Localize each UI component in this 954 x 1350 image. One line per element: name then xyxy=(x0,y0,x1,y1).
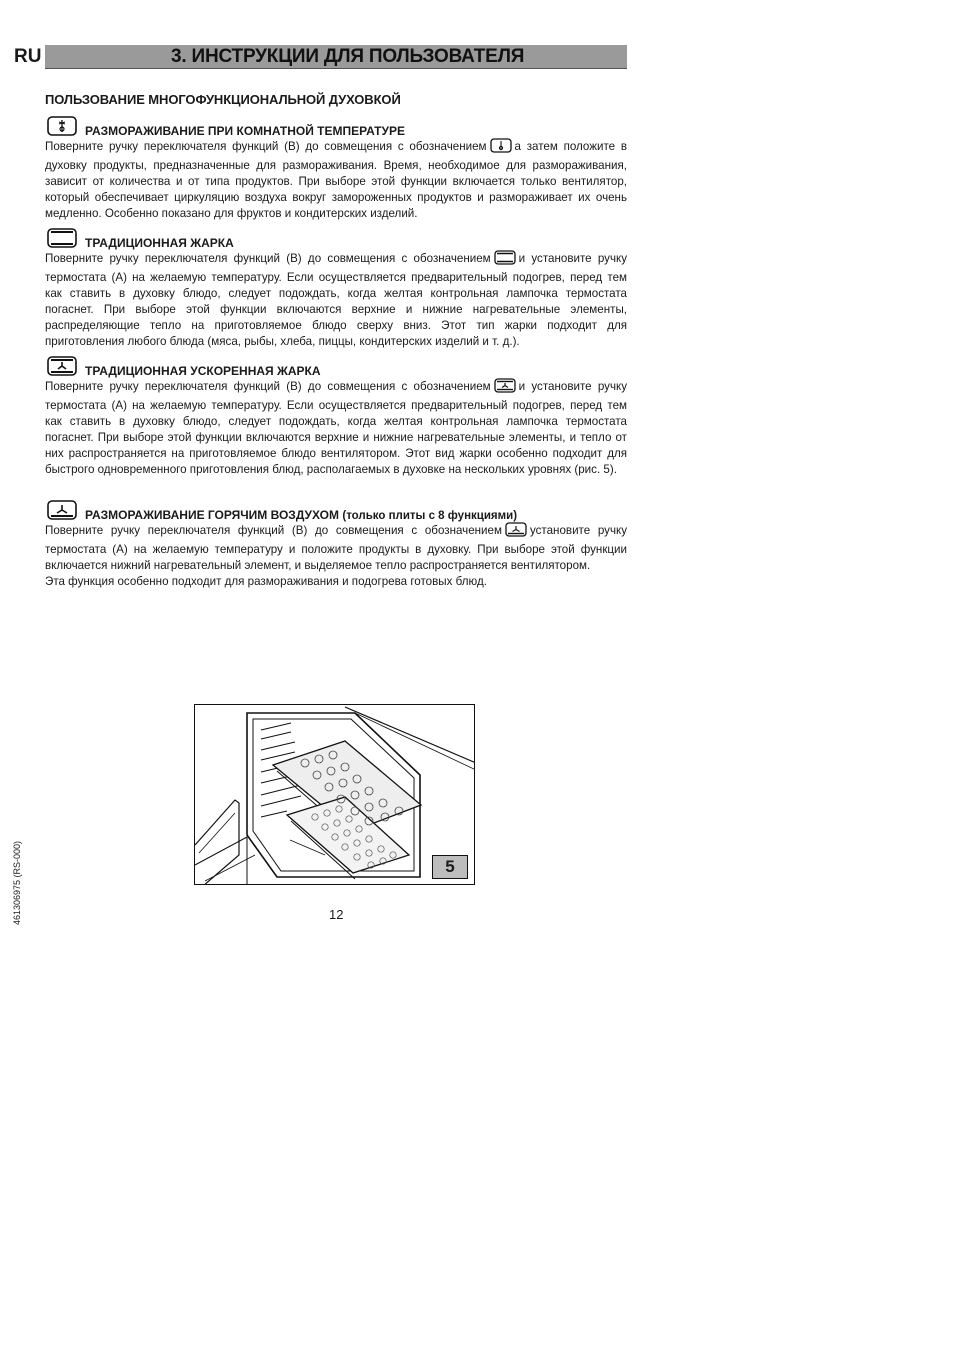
section-heading: ТРАДИЦИОННАЯ ЖАРКА xyxy=(85,236,234,250)
fan-assisted-icon xyxy=(47,356,77,381)
language-code: RU xyxy=(14,46,42,67)
hot-air-defrost-icon xyxy=(505,522,527,542)
section-title: ПОЛЬЗОВАНИЕ МНОГОФУНКЦИОНАЛЬНОЙ ДУХОВКОЙ xyxy=(45,92,401,107)
fan-assisted-icon xyxy=(494,378,516,398)
page-number: 12 xyxy=(329,907,344,922)
conventional-heat-icon xyxy=(494,250,516,270)
section-text: Поверните ручку переключателя функций (В) до совмещения с обозначением установите ручку термостата (А) на желаемую температуру и положите продукты в духовку. При выборе этой функции включается нижний нагревательный элемент, и выделяемое тепло распространяется вентилятором. xyxy=(45,524,627,572)
page-title: 3. ИНСТРУКЦИИ ДЛЯ ПОЛЬЗОВАТЕЛЯ xyxy=(171,46,525,67)
oven-figure xyxy=(194,704,475,885)
section-text: Поверните ручку переключателя функций (В) до совмещения с обозначением а затем положите в духовку продукты, предназначенные для размораживания. Время, необходимое для размораживания, зависит от количества и от типа продуктов. При выборе этой функции включается только вентилятор, который обеспечивает циркуляцию воздуха вокруг замороженных продуктов и размораживает их очень медленно. Особенно показано для фруктов и кондитерских изделий. xyxy=(45,140,628,220)
figure-number: 5 xyxy=(432,855,468,879)
defrost-icon xyxy=(47,116,77,141)
title-bar xyxy=(45,45,627,69)
hot-air-defrost-icon xyxy=(47,500,77,525)
section-heading: РАЗМОРАЖИВАНИЕ ГОРЯЧИМ ВОЗДУХОМ (только плиты с 8 функциями) xyxy=(85,508,518,522)
section-conventional xyxy=(45,228,627,350)
conventional-heat-icon xyxy=(47,228,77,253)
section-fan-assisted xyxy=(45,356,627,478)
section-heading: ТРАДИЦИОННАЯ УСКОРЕННАЯ ЖАРКА xyxy=(85,364,321,378)
section-text: Поверните ручку переключателя функций (В) до совмещения с обозначением и установите ручку термостата (А) на желаемую температуру. Если осуществляется предварительный подогрев, перед тем как ставить в духовку блюдо, следует подождать, когда желтая контрольная лампочка термостата погаснет. При выборе этой функции включаются верхние и нижние нагревательные элементы, распределяющие тепло на приготовляемое блюдо сверху вниз. Этот тип жарки подходит для приготовления любого блюда (мяса, рыбы, хлеба, пиццы, кондитерских изделий и т. д.). xyxy=(45,252,628,348)
section-hot-air-defrost xyxy=(45,500,627,590)
defrost-icon xyxy=(490,138,512,158)
section-extra-text: Эта функция особенно подходит для размораживания и подогрева готовых блюд. xyxy=(45,575,487,588)
section-defrost-room xyxy=(45,116,627,222)
section-text: Поверните ручку переключателя функций (В) до совмещения с обозначением и установите ручку термостата (А) на желаемую температуру. Если осуществляется предварительный подогрев, перед тем как ставить в духовку блюдо, следует подождать, когда желтая контрольная лампочка термостата погаснет. При выборе этой функции включаются верхние и нижние нагревательные элементы, и тепло от них распространяется на приготовляемое блюдо вентилятором. Этот вид жарки особенно подходит для быстрого одновременного приготовления блюд, располагаемых в духовке на нескольких уровнях (рис. 5). xyxy=(45,380,628,476)
document-code: 461306975 (RS-000) xyxy=(12,840,22,925)
section-heading: РАЗМОРАЖИВАНИЕ ПРИ КОМНАТНОЙ ТЕМПЕРАТУРЕ xyxy=(85,124,405,138)
